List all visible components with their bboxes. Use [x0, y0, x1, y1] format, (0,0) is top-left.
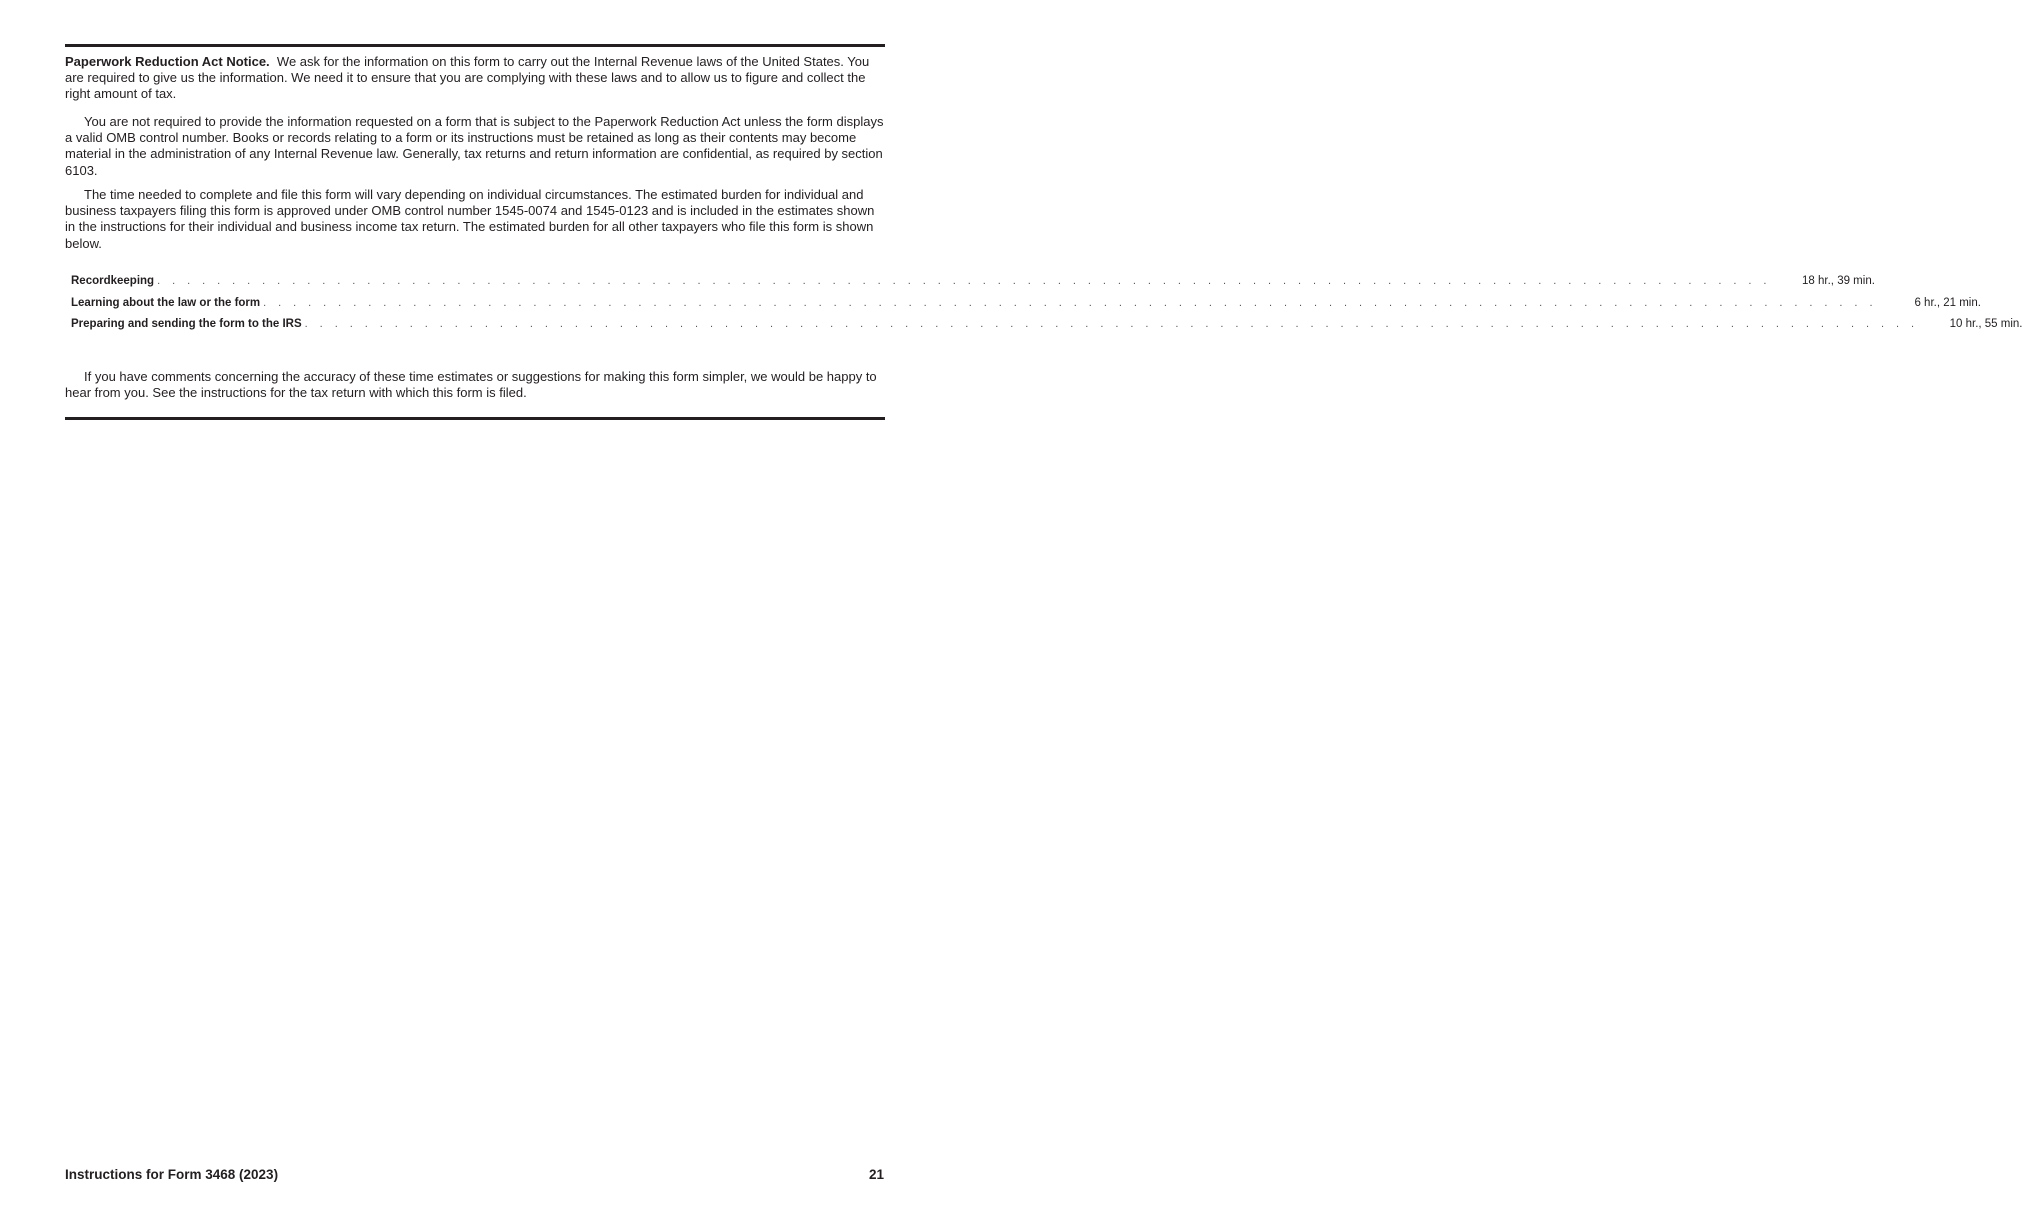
- dot-leader: . . . . . . . . . . . . . . . . . . . . . . . . . . . . . . . . . . . . . . . . . . . . . . . . . . . . . . . . . . . . . . . . . . . . . . . . . . . . . . . . . . . . . . . . . . . . . . . . . . . . . . . . . . . .: [304, 318, 1919, 331]
- burden-value: 6 hr., 21 min.: [1914, 296, 1981, 309]
- footer-form-title: Instructions for Form 3468 (2023): [65, 1167, 279, 1182]
- burden-table: [71, 271, 2023, 336]
- notice-heading: Paperwork Reduction Act Notice.: [65, 54, 270, 69]
- burden-label: Learning about the law or the form: [71, 296, 261, 309]
- notice-paragraph-2: You are not required to provide the information requested on a form that is subject to the Paperwork Reduction Act unless the form displays a valid OMB control number. Books or records relating to a form or its instructions must be retained as long as their contents may become material in the administration of any Internal Revenue law. Generally, tax returns and return information are confidential, as required by section 6103.: [65, 114, 884, 178]
- dot-leader: . . . . . . . . . . . . . . . . . . . . . . . . . . . . . . . . . . . . . . . . . . . . . . . . . . . . . . . . . . . . . . . . . . . . . . . . . . . . . . . . . . . . . . . . . . . . . . . . . . . . . . . . . . . .: [157, 275, 1771, 287]
- notice-paragraph-3: The time needed to complete and file this form will vary depending on individual circumstances. The estimated burden for individual and business taxpayers filing this form is approved under OMB control number 1545-0074 and 1545-0123 and is included in the estimates shown in the instructions for their individual and business income tax return. The estimated burden for all other taxpayers who file this form is shown below.: [65, 187, 875, 251]
- burden-value: 10 hr., 55 min.: [1949, 318, 2023, 331]
- burden-row-learning: [71, 293, 1981, 315]
- page-number: 21: [868, 1167, 884, 1182]
- notice-paragraph-4: If you have comments concerning the accuracy of these time estimates or suggestions for making this form simpler, we would be happy to hear from you. See the instructions for the tax return with which this form is filed.: [65, 369, 877, 401]
- burden-row-preparing: [71, 314, 2023, 336]
- notice-paragraph-1-body: We ask for the information on this form to carry out the Internal Revenue laws of the United States. You are required to give us the information. We need it to ensure that you are complying with these laws and to allow us to figure and collect the right amount of tax.: [65, 54, 870, 102]
- burden-value: 18 hr., 39 min.: [1802, 275, 1875, 287]
- paperwork-reduction-notice: [65, 44, 2023, 420]
- burden-label: Preparing and sending the form to the IRS: [71, 318, 302, 331]
- notice-paragraph-1: [65, 54, 885, 103]
- burden-row-recordkeeping: [71, 271, 1875, 293]
- burden-label: Recordkeeping: [71, 275, 155, 287]
- dot-leader: . . . . . . . . . . . . . . . . . . . . . . . . . . . . . . . . . . . . . . . . . . . . . . . . . . . . . . . . . . . . . . . . . . . . . . . . . . . . . . . . . . . . . . . . . . . . . . . . . . . . . . . . . . . .: [263, 296, 1877, 309]
